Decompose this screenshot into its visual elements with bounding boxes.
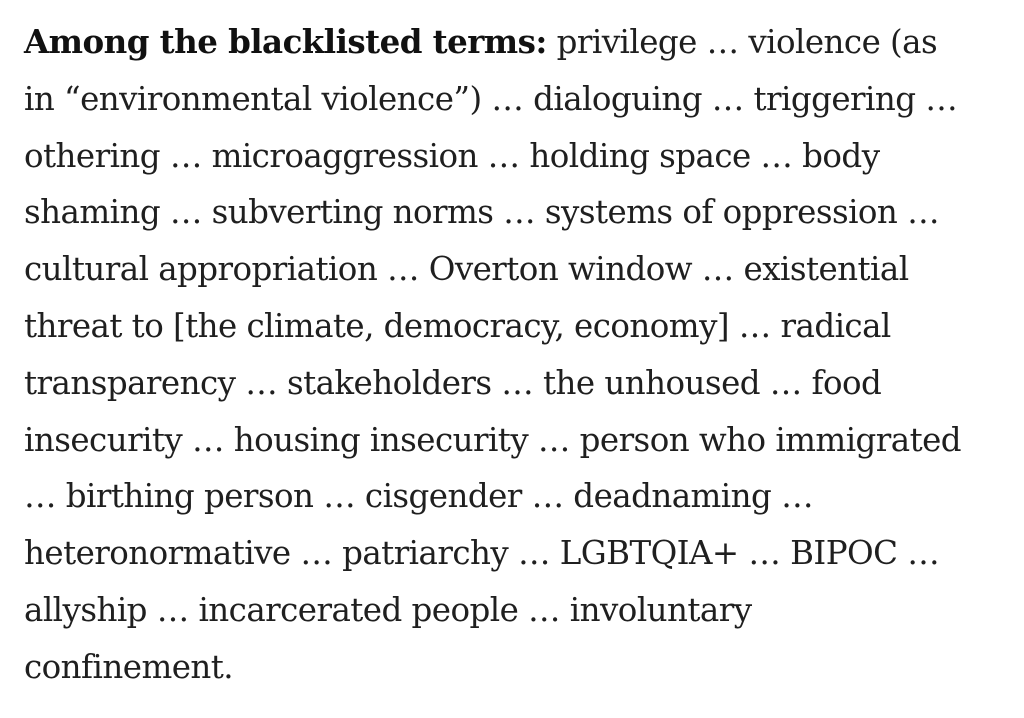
paragraph-text: privilege … violence (as [546, 23, 938, 61]
paragraph-line-3: othering … microaggression … holding space … body [24, 136, 880, 175]
paragraph-line-12: confinement. [24, 647, 234, 686]
paragraph-line-11: allyship … incarcerated people … involuntary [24, 590, 752, 629]
paragraph-line-5: cultural appropriation … Overton window … existential [24, 250, 909, 289]
paragraph-line-7: transparency … stakeholders … the unhoused … food [24, 363, 882, 402]
paragraph-line-2: in “environmental violence”) … dialoguing … triggering … [24, 79, 958, 118]
paragraph-line-1 [24, 14, 1009, 71]
article-paragraph [24, 14, 1009, 696]
paragraph-line-4: shaming … subverting norms … systems of oppression … [24, 193, 940, 232]
lead-in-heading: Among the blacklisted terms: [24, 22, 547, 61]
paragraph-line-10: heteronormative … patriarchy … LGBTQIA+ … BIPOC … [24, 534, 940, 573]
paragraph-line-9: … birthing person … cisgender … deadnaming … [24, 477, 814, 516]
paragraph-line-8: insecurity … housing insecurity … person who immigrated [24, 420, 962, 459]
paragraph-line-6: threat to [the climate, democracy, economy] … radical [24, 306, 891, 345]
